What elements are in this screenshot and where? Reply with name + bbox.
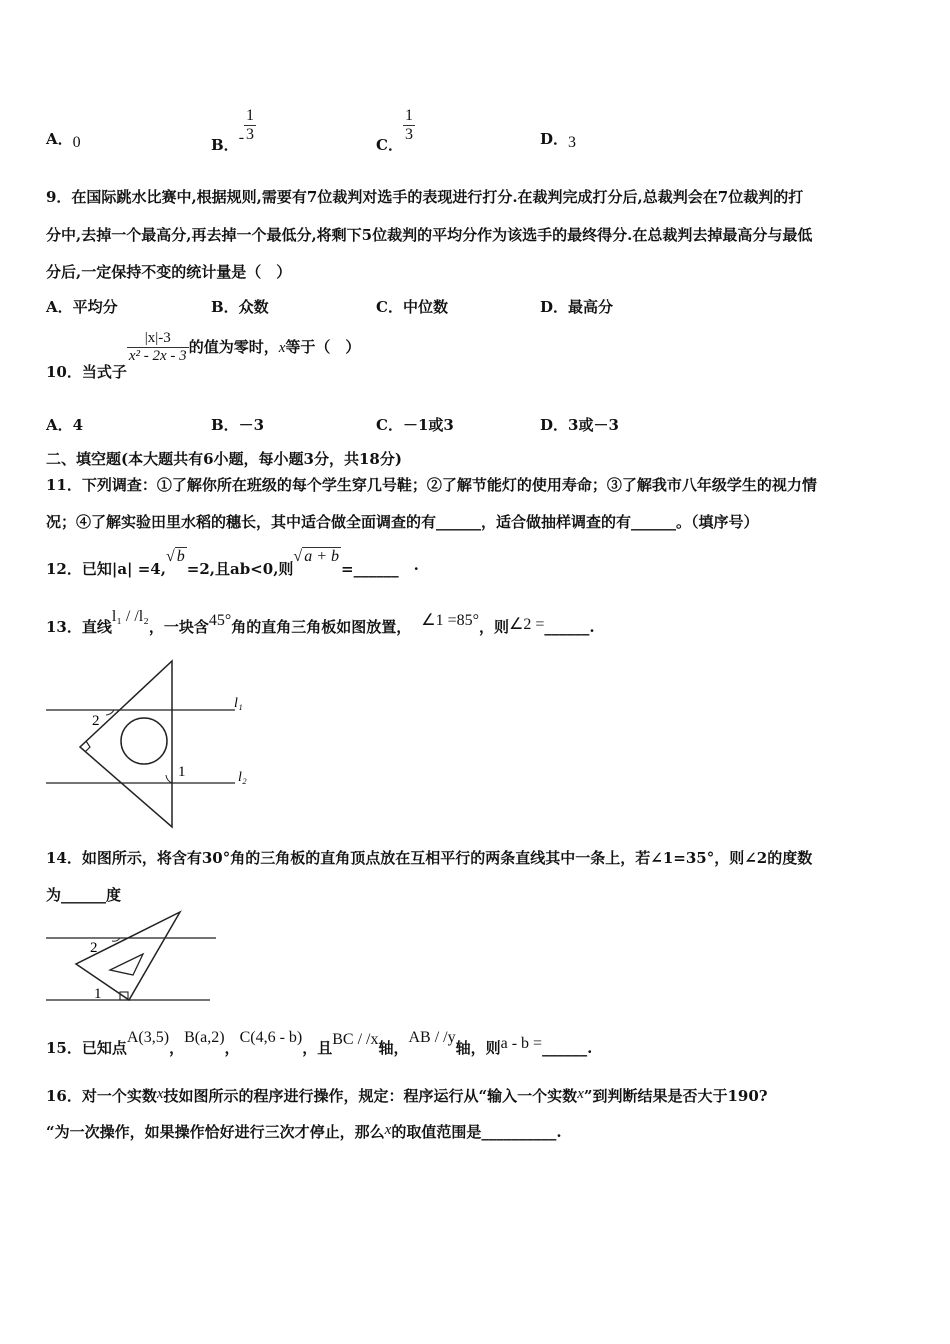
q8-option-c: C． $\frac{1}{3}$: [376, 107, 413, 154]
angle-1-label: 1: [94, 986, 102, 1002]
section-heading: 二、填空题(本大题共有6小题，每小题3分，共18分): [46, 450, 402, 468]
q14-figure: [40, 906, 230, 1010]
q13-figure: [40, 655, 260, 835]
q11-line-1: 11．下列调查：①了解你所在班级的每个学生穿几号鞋；②了解节能灯的使用寿命；③了解我市八年级学生的视力情: [46, 476, 817, 494]
angle-2-label: 2: [92, 713, 100, 729]
q9-line-3: 分后,一定保持不变的统计量是（ ）: [46, 263, 292, 281]
q14-line-2: 为______度: [46, 886, 122, 904]
ruler-hole: [121, 718, 167, 764]
q14-line-1: 14．如图所示，将含有30°角的三角板的直角顶点放在互相平行的两条直线其中一条上，若∠1=35°，则∠2的度数: [46, 849, 813, 867]
q8-option-a: A．0: [46, 130, 81, 151]
q8-option-b: B．- $\frac{1}{3}$: [211, 107, 255, 154]
q10-option-c: C．－1或3: [376, 416, 454, 434]
inner-triangle: [110, 954, 143, 975]
q10-option-d: D．3或－3: [540, 416, 619, 434]
q9-option-b: B．众数: [211, 298, 269, 316]
triangle-30: [76, 912, 180, 1000]
q10-option-a: A．4: [46, 416, 84, 434]
q10-stem: 10．当式子 $\frac{|x|-3}{\text{x² - 2x - 3}}$ 的值为零时，x等于（ ）: [46, 330, 361, 381]
q9-option-c: C．中位数: [376, 298, 448, 316]
angle-1-label: 1: [178, 764, 186, 780]
angle-2-arc: [106, 710, 114, 715]
q11-line-2: 况；④了解实验田里水稻的穗长，其中适合做全面调查的有______，适合做抽样调查的有______。（填序号）: [46, 513, 759, 531]
q12-stem: 12．已知|a| =4,√ b=2,且ab<0,则√ a + b=______ ·: [46, 548, 419, 578]
triangle-ruler: [80, 661, 172, 827]
q9-option-a: A．平均分: [46, 298, 118, 316]
angle-2-label: 2: [90, 940, 98, 956]
angle-1-arc: [166, 775, 172, 783]
q15-stem: 15．已知点A(3,5)，B(a,2)，C(4,6 - b)，且BC / /x轴，AB / /y轴，则a - b =______.: [46, 1029, 593, 1057]
l2-label: l₂: [238, 770, 247, 785]
q16-line-1: 16．对一个实数x技如图所示的程序进行操作，规定：程序运行从“输入一个实数x”到判断结果是否大于190?: [46, 1086, 768, 1105]
q9-line-2: 分中,去掉一个最高分,再去掉一个最低分,将剩下5位裁判的平均分作为该选手的最终得分.在总裁判去掉最高分与最低: [46, 226, 813, 244]
q9-line-1: 9．在国际跳水比赛中,根据规则,需要有7位裁判对选手的表现进行打分.在裁判完成打分后,总裁判会在7位裁判的打: [46, 188, 804, 206]
q9-option-d: D．最高分: [540, 298, 614, 316]
q16-line-2: “为一次操作，如果操作恰好进行三次才停止，那么x的取值范围是__________.: [46, 1122, 562, 1141]
q13-stem: 13．直线l₁ / /l₂，一块含45°角的直角三角板如图放置， ∠1 =85°，则∠2 =______.: [46, 608, 595, 636]
q8-option-d: D．3: [540, 130, 577, 151]
l1-label: l₁: [234, 696, 243, 711]
q10-fraction: $\frac{|x|-3}{\text{x² - 2x - 3}}$: [128, 330, 187, 365]
q10-option-b: B．－3: [211, 416, 265, 434]
